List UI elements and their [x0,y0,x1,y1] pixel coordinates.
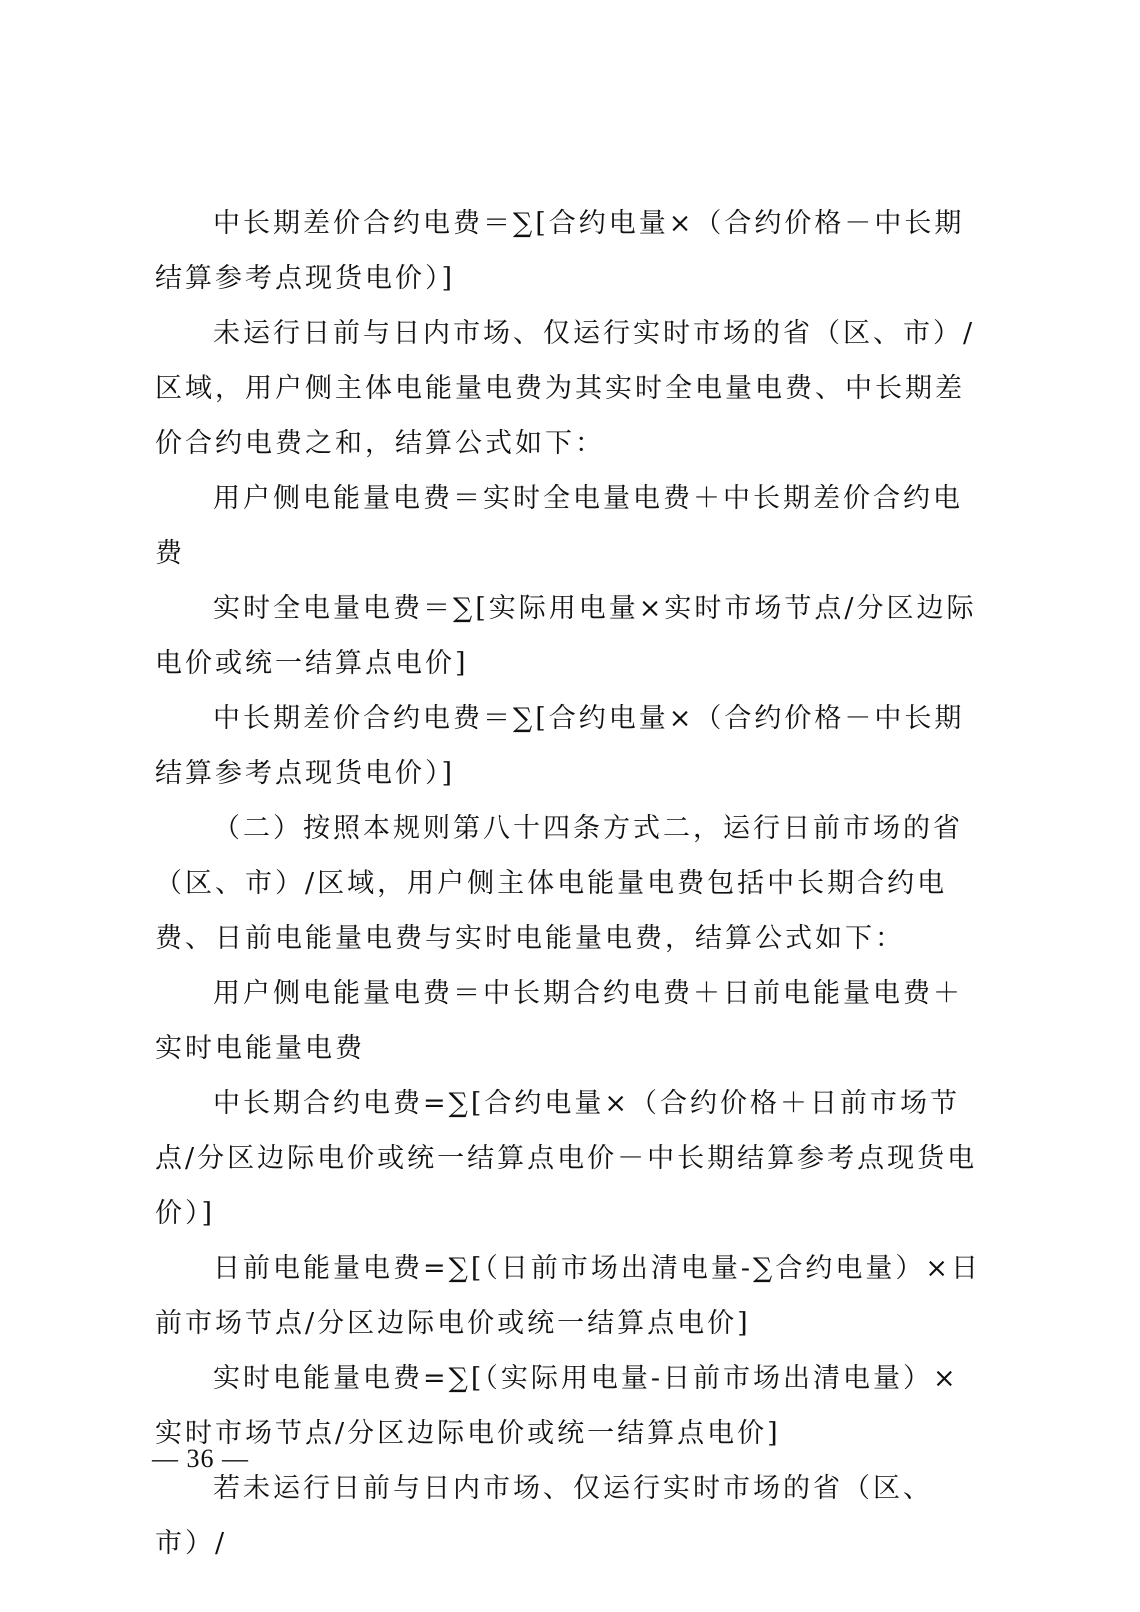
paragraph-3: 用户侧电能量电费＝实时全电量电费＋中长期差价合约电费 [155,483,963,569]
page-number: — 36 — [152,1444,249,1473]
paragraph-8: 中长期合约电费=∑[合约电量×（合约价格＋日前市场节点/分区边际电价或统一结算点电价－中长期结算参考点现货电价）] [155,1088,978,1229]
body-text [155,196,985,1571]
paragraph-4: 实时全电量电费＝∑[实际用电量×实时市场节点/分区边际电价或统一结算点电价] [155,593,977,679]
paragraph-7: 用户侧电能量电费＝中长期合约电费＋日前电能量电费＋实时电能量电费 [155,978,963,1064]
paragraph-11: 若未运行日前与日内市场、仅运行实时市场的省（区、市）/ [155,1473,933,1559]
paragraph-1: 中长期差价合约电费＝∑[合约电量×（合约价格－中长期结算参考点现货电价）] [155,208,965,294]
paragraph-10: 实时电能量电费=∑[（实际用电量-日前市场出清电量）×实时市场节点/分区边际电价或统一结算点电价] [155,1363,959,1449]
paragraph-9: 日前电能量电费=∑[（日前市场出清电量-∑合约电量）×日前市场节点/分区边际电价或统一结算点电价] [155,1253,981,1339]
paragraph-6: （二）按照本规则第八十四条方式二，运行日前市场的省（区、市）/区域，用户侧主体电能量电费包括中长期合约电费、日前电能量电费与实时电能量电费，结算公式如下： [155,813,963,954]
paragraph-2: 未运行日前与日内市场、仅运行实时市场的省（区、市）/区域，用户侧主体电能量电费为其实时全电量电费、中长期差价合约电费之和，结算公式如下： [155,318,976,459]
paragraph-5: 中长期差价合约电费＝∑[合约电量×（合约价格－中长期结算参考点现货电价）] [155,703,965,789]
